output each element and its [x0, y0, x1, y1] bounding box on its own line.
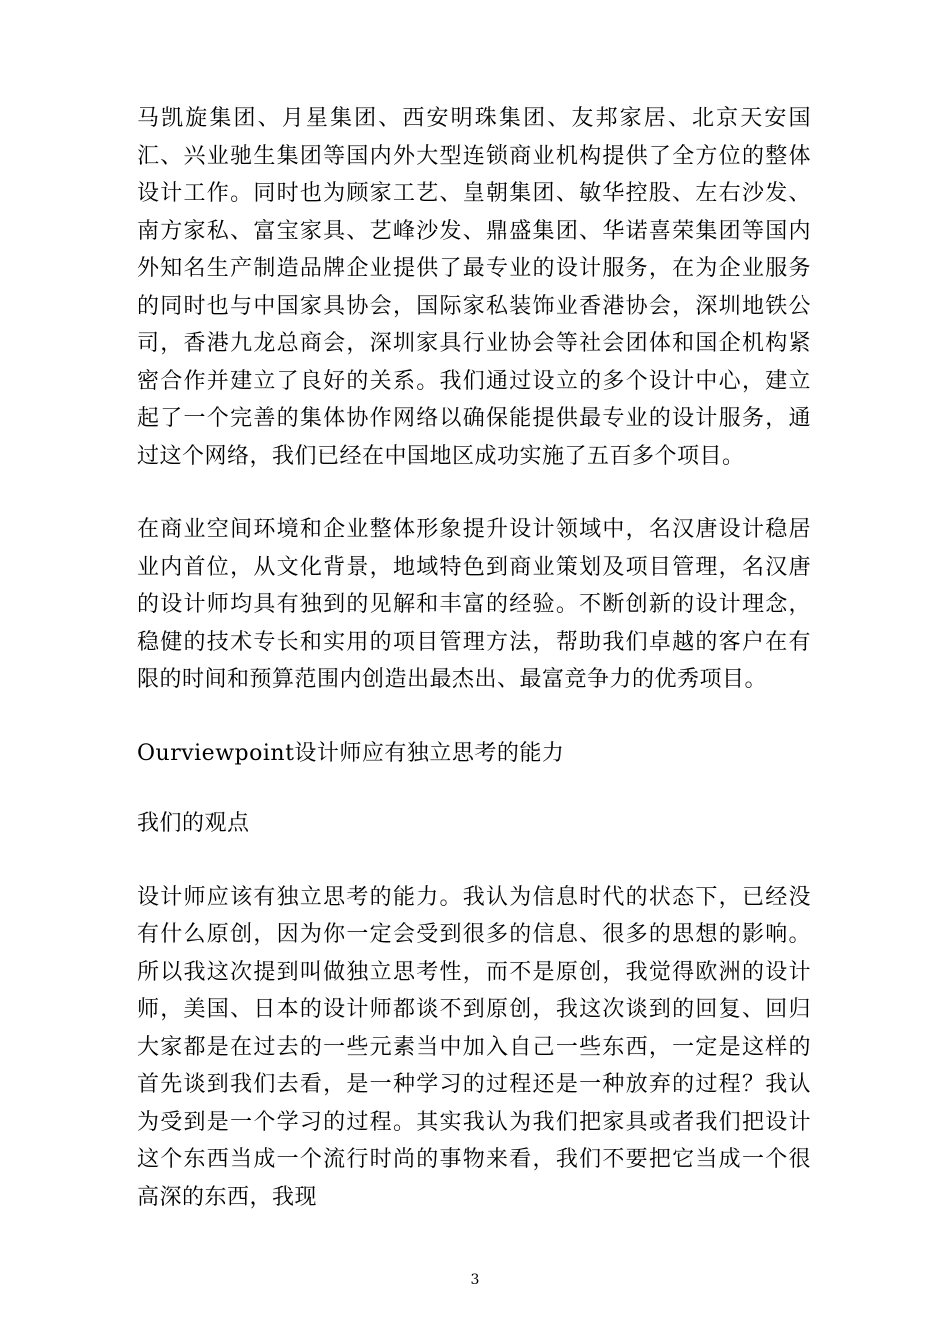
section-heading-viewpoint: Ourviewpoint设计师应有独立思考的能力: [137, 740, 565, 766]
section-heading-our-view: 我们的观点: [137, 811, 250, 836]
paragraph-spacer: [137, 772, 811, 805]
paragraph-independent-thinking: 设计师应该有独立思考的能力。我认为信息时代的状态下，已经没有什么原创，因为你一定会受到很多的信息、很多的思想的影响。所以我这次提到叫做独立思考性，而不是原创，我觉得欧洲的设计师，美国、日本的设计师都谈不到原创，我这次谈到的回复、回归大家都是在过去的一些元素当中加入自己一些东西，一定是这样的首先谈到我们去看，是一种学习的过程还是一种放弃的过程？我认为受到是一个学习的过程。其实我认为我们把家具或者我们把设计这个东西当成一个流行时尚的事物来看，我们不要把它当成一个很高深的东西，我现: [137, 884, 811, 1210]
paragraph-spacer: [137, 843, 811, 879]
page-number: 3: [470, 1272, 480, 1288]
paragraph-spacer: [137, 699, 811, 735]
document-body: [137, 100, 811, 1216]
paragraph-clients: 马凯旋集团、月星集团、西安明珠集团、友邦家居、北京天安国汇、兴业驰生集团等国内外大型连锁商业机构提供了全方位的整体设计工作。同时也为顾家工艺、皇朝集团、敏华控股、左右沙发、南方家私、富宝家具、艺峰沙发、鼎盛集团、华诺喜荣集团等国内外知名生产制造品牌企业提供了最专业的设计服务，在为企业服务的同时也与中国家具协会，国际家私装饰业香港协会，深圳地铁公司，香港九龙总商会，深圳家具行业协会等社会团体和国企机构紧密合作并建立了良好的关系。我们通过设立的多个设计中心，建立起了一个完善的集体协作网络以确保能提供最专业的设计服务，通过这个网络，我们已经在中国地区成功实施了五百多个项目。: [137, 106, 811, 469]
paragraph-design-field: 在商业空间环境和企业整体形象提升设计领域中，名汉唐设计稳居业内首位，从文化背景，地域特色到商业策划及项目管理，名汉唐的设计师均具有独到的见解和丰富的经验。不断创新的设计理念，稳健的技术专长和实用的项目管理方法，帮助我们卓越的客户在有限的时间和预算范围内创造出最杰出、最富竞争力的优秀项目。: [137, 517, 811, 692]
paragraph-spacer: [137, 475, 811, 511]
